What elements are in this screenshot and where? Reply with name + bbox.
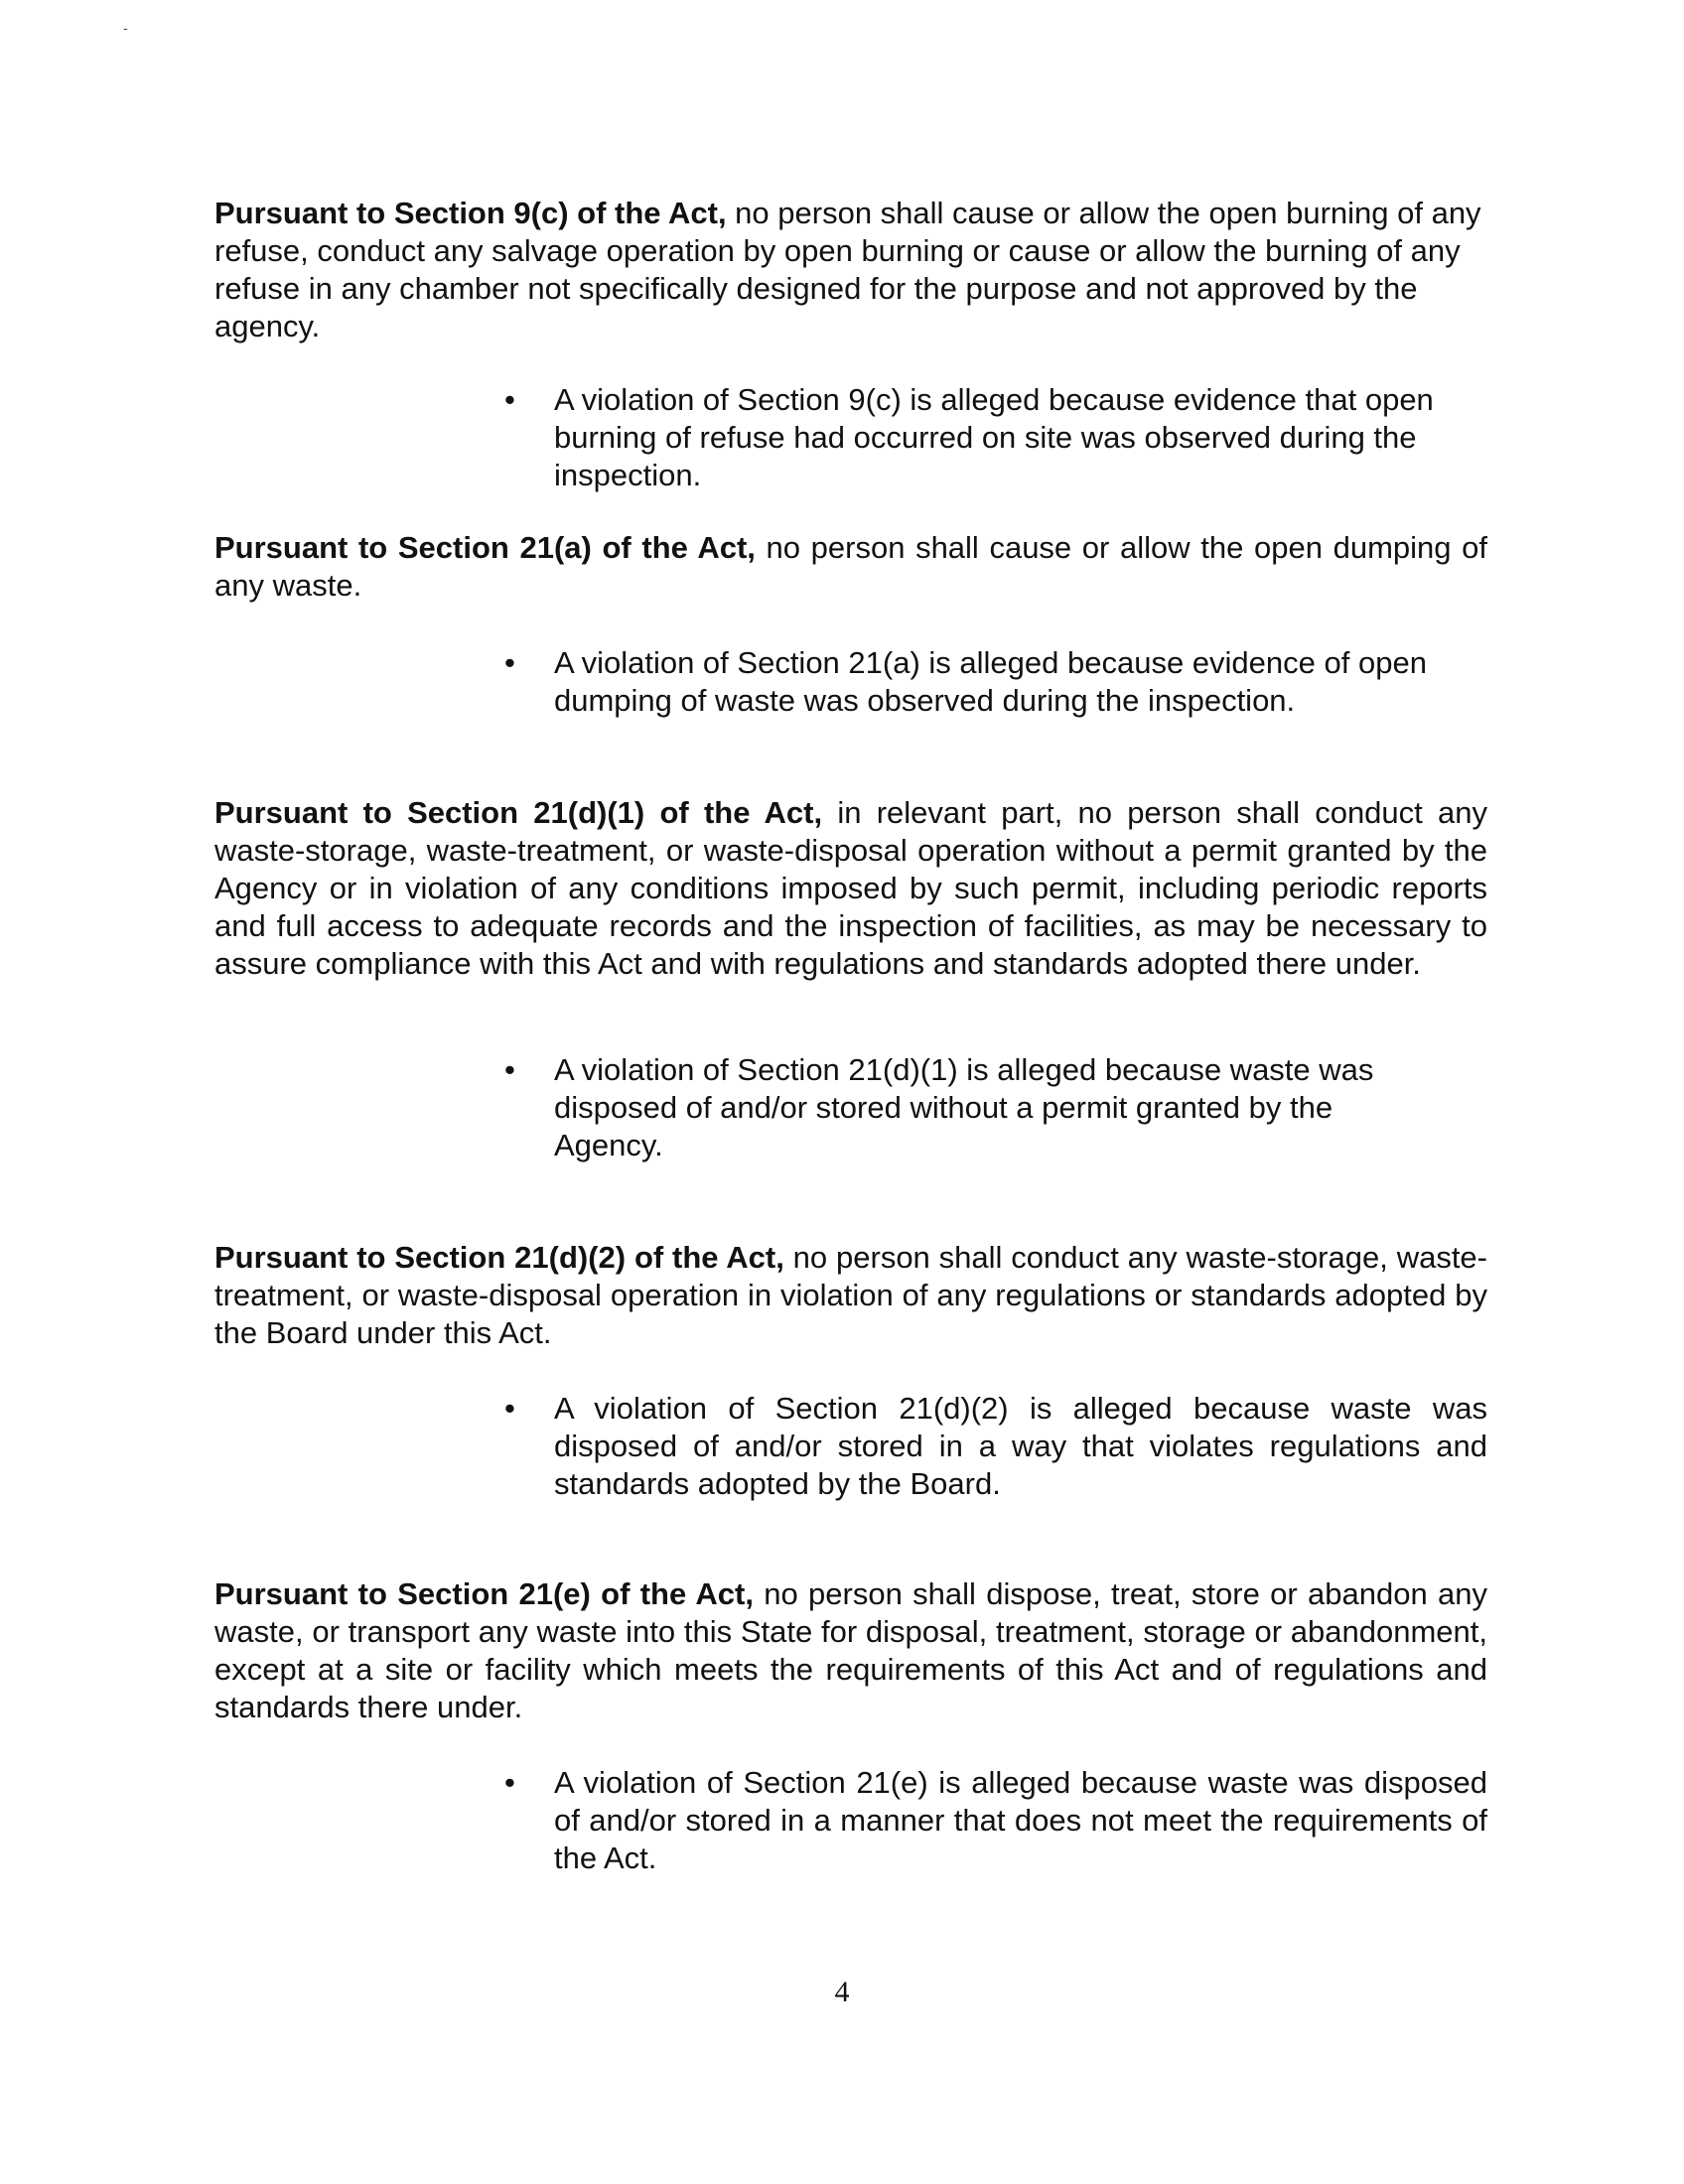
bullet-icon: •: [504, 1391, 515, 1426]
bullet-icon: •: [504, 1765, 515, 1800]
section-lead: Pursuant to Section 21(d)(1) of the Act,: [214, 795, 823, 830]
section-lead: Pursuant to Section 21(e) of the Act,: [214, 1576, 754, 1611]
bullet-item-21a: [504, 644, 1487, 720]
section-body: no person shall cause or allow the open burning of any refuse, conduct any salvage operation by open burning or cause or allow the burning of any refuse in any chamber not specifically designed for the purpose and not approved by the agency.: [214, 196, 1481, 343]
section-lead: Pursuant to Section 21(a) of the Act,: [214, 530, 756, 565]
bullet-text: A violation of Section 21(e) is alleged because waste was disposed of and/or stored in a manner that does not meet the requirements of the Act.: [554, 1765, 1487, 1875]
section-paragraph: [214, 1575, 1487, 1726]
section-paragraph: [214, 794, 1487, 983]
bullet-icon: •: [504, 645, 515, 680]
section-paragraph: [214, 1239, 1487, 1352]
section-paragraph: [214, 195, 1487, 345]
section-body: in relevant part, no person shall conduct any waste-storage, waste-treatment, or waste-disposal operation without a permit granted by the Agency or in violation of any conditions imposed by such permit, including periodic reports and full access to adequate records and the inspection of facilities, as may be necessary to assure compliance with this Act and with regulations and standards adopted there under.: [214, 795, 1487, 981]
section-body: no person shall cause or allow the open dumping of any waste.: [214, 530, 1487, 603]
bullet-item-21d1: [504, 1051, 1487, 1164]
bullet-icon: •: [504, 382, 515, 417]
section-lead: Pursuant to Section 21(d)(2) of the Act,: [214, 1240, 784, 1275]
section-21a: [214, 529, 1487, 605]
section-21d2: [214, 1239, 1487, 1352]
bullet-text: A violation of Section 9(c) is alleged because evidence that open burning of refuse had occurred on site was observed during the inspection.: [554, 382, 1434, 492]
bullet-item-21e: [504, 1764, 1487, 1877]
section-21d1: [214, 794, 1487, 983]
section-paragraph: [214, 529, 1487, 605]
section-lead: Pursuant to Section 9(c) of the Act,: [214, 196, 727, 230]
section-21e: [214, 1575, 1487, 1726]
bullet-item-9c: [504, 381, 1487, 494]
section-9c: [214, 195, 1487, 345]
bullet-text: A violation of Section 21(d)(1) is alleged because waste was disposed of and/or stored without a permit granted by the Agency.: [554, 1052, 1374, 1162]
page-number: 4: [834, 1976, 850, 2008]
section-body: no person shall dispose, treat, store or abandon any waste, or transport any waste into this State for disposal, treatment, storage or abandonment, except at a site or facility which meets the requirements of this Act and of regulations and standards there under.: [214, 1576, 1487, 1724]
bullet-icon: •: [504, 1052, 515, 1087]
corner-mark: -: [123, 20, 128, 36]
section-body: no person shall conduct any waste-storage, waste-treatment, or waste-disposal operation in violation of any regulations or standards adopted by the Board under this Act.: [214, 1240, 1487, 1350]
bullet-text: A violation of Section 21(a) is alleged because evidence of open dumping of waste was observed during the inspection.: [554, 645, 1427, 718]
bullet-text: A violation of Section 21(d)(2) is alleged because waste was disposed of and/or stored in a way that violates regulations and standards adopted by the Board.: [554, 1391, 1487, 1501]
bullet-item-21d2: [504, 1390, 1487, 1503]
